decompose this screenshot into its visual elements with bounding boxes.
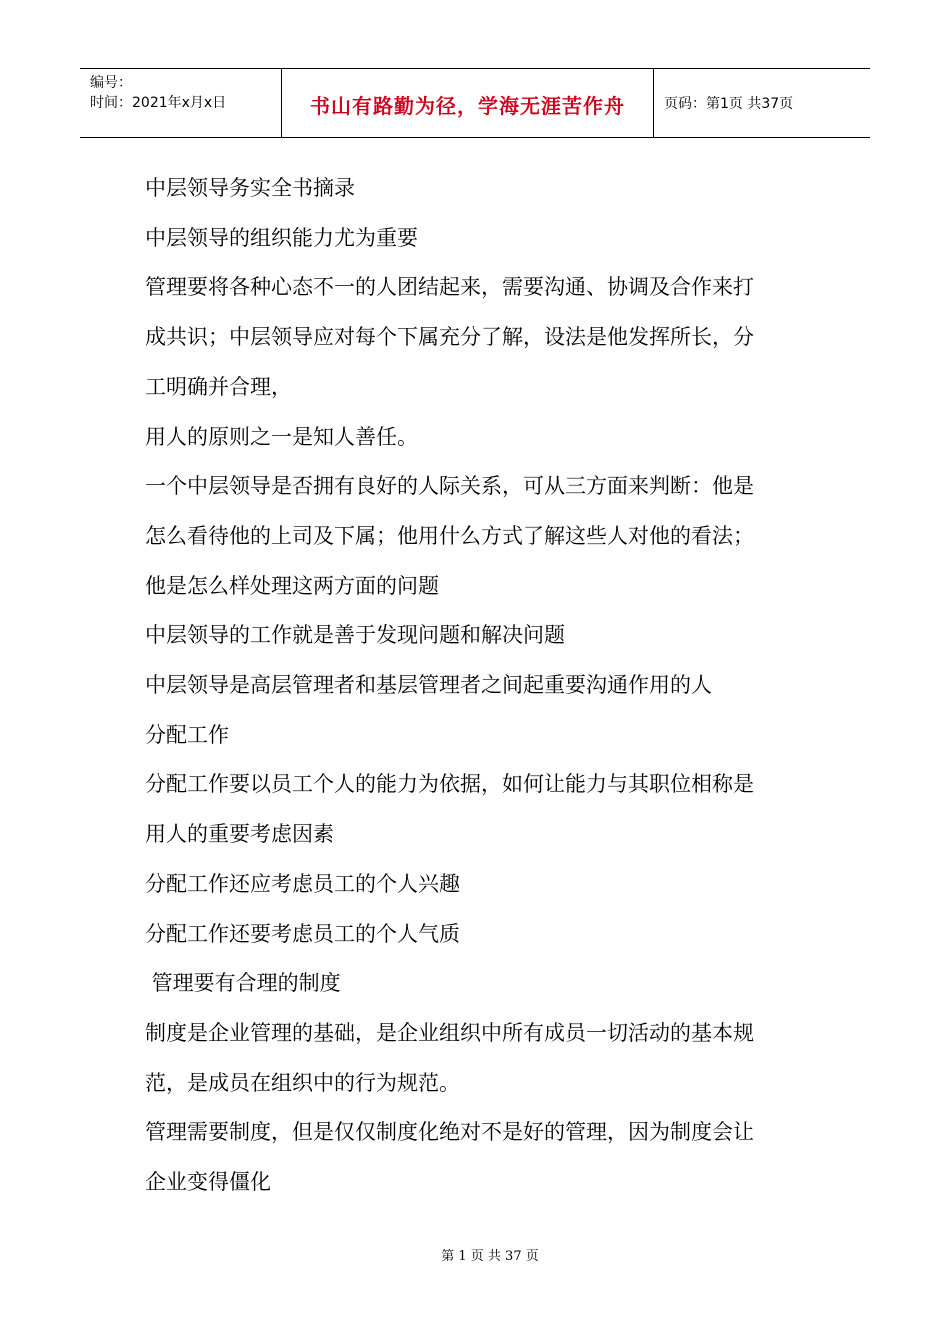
body-line: 中层领导是高层管理者和基层管理者之间起重要沟通作用的人 bbox=[145, 673, 712, 698]
header-page-info-cell bbox=[654, 69, 870, 137]
body-line: 中层领导的组织能力尤为重要 bbox=[145, 225, 418, 250]
body-line: 管理要将各种心态不一的人团结起来，需要沟通、协调及合作来打 bbox=[145, 275, 754, 300]
document-body bbox=[145, 164, 810, 1208]
page-footer bbox=[0, 1245, 950, 1264]
body-line: 他是怎么样处理这两方面的问题 bbox=[145, 573, 439, 598]
body-line: 中层领导务实全书摘录 bbox=[145, 176, 355, 200]
body-line: 管理需要制度，但是仅仅制度化绝对不是好的管理，因为制度会让 bbox=[145, 1120, 754, 1145]
body-line: 制度是企业管理的基础，是企业组织中所有成员一切活动的基本规 bbox=[145, 1020, 754, 1045]
header-motto-cell bbox=[282, 69, 654, 137]
body-line: 分配工作 bbox=[145, 722, 229, 747]
document-header bbox=[80, 68, 870, 138]
body-line: 用人的重要考虑因素 bbox=[145, 822, 334, 847]
header-motto: 书山有路勤为径，学海无涯苦作舟 bbox=[310, 93, 625, 118]
header-meta bbox=[80, 69, 282, 137]
document-time-label: 时间：2021年x月x日 bbox=[90, 95, 227, 111]
footer-page-number: 第 1 页 共 37 页 bbox=[441, 1249, 539, 1264]
body-line: 企业变得僵化 bbox=[145, 1170, 271, 1195]
body-line: 中层领导的工作就是善于发现问题和解决问题 bbox=[145, 623, 565, 648]
body-line: 成共识；中层领导应对每个下属充分了解，设法是他发挥所长，分 bbox=[145, 325, 754, 350]
body-line: 分配工作要以员工个人的能力为依据，如何让能力与其职位相称是 bbox=[145, 772, 754, 797]
body-line: 管理要有合理的制度 bbox=[145, 971, 341, 996]
body-line: 怎么看待他的上司及下属；他用什么方式了解这些人对他的看法； bbox=[145, 523, 754, 548]
body-line: 范，是成员在组织中的行为规范。 bbox=[145, 1070, 460, 1095]
body-line: 一个中层领导是否拥有良好的人际关系，可从三方面来判断：他是 bbox=[145, 474, 754, 499]
body-line: 用人的原则之一是知人善任。 bbox=[145, 424, 418, 449]
body-line: 分配工作还要考虑员工的个人气质 bbox=[145, 921, 460, 946]
body-line: 工明确并合理， bbox=[145, 374, 292, 399]
document-number-label: 编号： bbox=[90, 75, 132, 91]
header-page-info: 页码：第1页 共37页 bbox=[664, 96, 794, 112]
body-line: 分配工作还应考虑员工的个人兴趣 bbox=[145, 871, 460, 896]
